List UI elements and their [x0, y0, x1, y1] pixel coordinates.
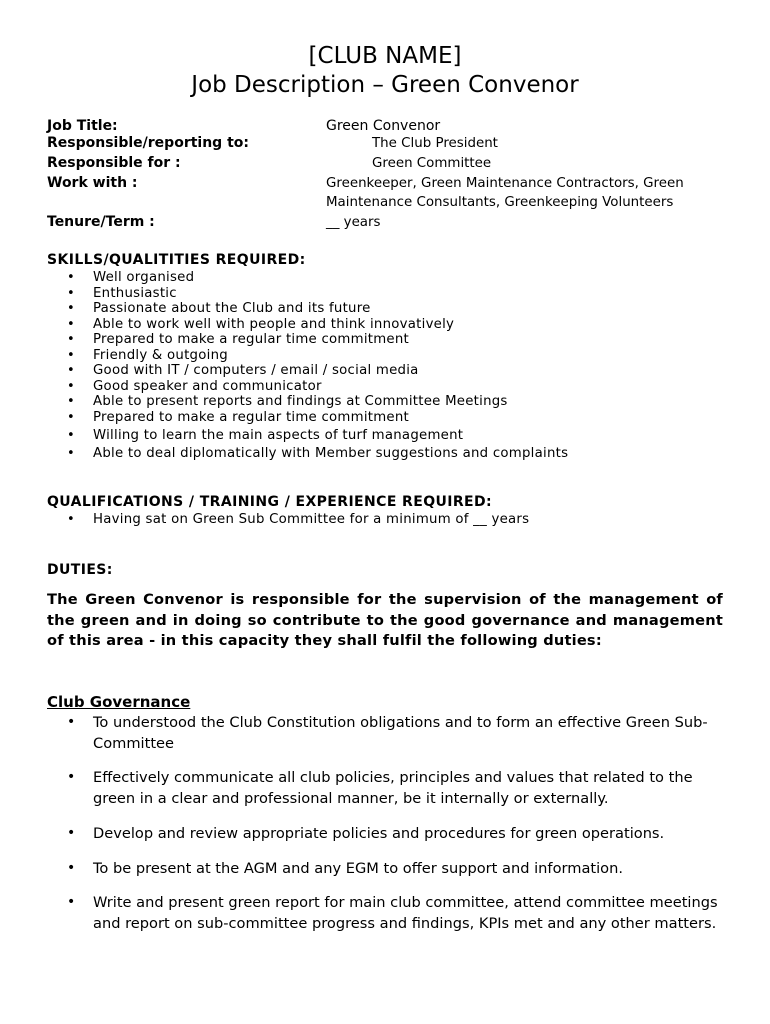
label-responsible-for: Responsible for :: [47, 155, 181, 171]
bullet: •: [67, 347, 75, 363]
skill-item: Passionate about the Club and its future: [93, 301, 371, 316]
qualifications-heading: QUALIFICATIONS / TRAINING / EXPERIENCE REQUIRED:: [47, 494, 493, 510]
skill-item: Willing to learn the main aspects of turf management: [93, 428, 464, 443]
bullet: •: [67, 769, 76, 785]
skill-item: Prepared to make a regular time commitment: [93, 409, 409, 425]
skill-item: Good speaker and communicator: [93, 378, 322, 394]
bullet: •: [67, 270, 75, 285]
bullet: •: [67, 512, 75, 527]
label-reporting-to: Responsible/reporting to:: [47, 135, 249, 151]
label-work-with: Work with :: [47, 175, 138, 191]
duty-item: Effectively communicate all club policies, principles and values that related to the green in a clear and professional manner, be it internally or externally.: [93, 769, 693, 807]
club-name: [CLUB NAME]: [308, 43, 462, 69]
value-responsible-for: Green Committee: [372, 156, 492, 171]
bullet: •: [67, 409, 75, 425]
bullet: •: [67, 714, 76, 730]
label-job-title: Job Title:: [47, 118, 118, 134]
skill-item: Well organised: [93, 270, 195, 285]
bullet: •: [67, 428, 75, 443]
bullet: •: [67, 378, 75, 394]
bullet: •: [67, 860, 76, 876]
duty-item: Develop and review appropriate policies and procedures for green operations.: [93, 825, 665, 842]
bullet: •: [67, 301, 75, 316]
value-tenure: __ years: [326, 215, 381, 230]
bullet: •: [67, 316, 75, 332]
bullet: •: [67, 332, 75, 347]
value-work-with: Greenkeeper, Green Maintenance Contractors, Green: [326, 176, 684, 191]
duties-heading: DUTIES:: [47, 562, 113, 578]
qualification-item: Having sat on Green Sub Committee for a minimum of __ years: [93, 512, 530, 527]
bullet: •: [67, 446, 75, 461]
skill-item: Good with IT / computers / email / social media: [93, 363, 419, 378]
duty-item: To be present at the AGM and any EGM to offer support and information.: [93, 860, 623, 877]
club-governance-heading: Club Governance: [47, 693, 191, 711]
bullet: •: [67, 394, 75, 409]
skills-heading: SKILLS/QUALITITIES REQUIRED:: [47, 252, 306, 268]
bullet: •: [67, 894, 76, 910]
bullet: •: [67, 825, 76, 841]
duty-item: To understood the Club Constitution obligations and to form an effective Green Sub-Committee: [93, 714, 708, 752]
skill-item: Able to deal diplomatically with Member suggestions and complaints: [93, 446, 569, 461]
value-work-with-cont: Maintenance Consultants, Greenkeeping Volunteers: [326, 195, 674, 210]
skill-item: Enthusiastic: [93, 285, 177, 301]
value-job-title: Green Convenor: [326, 118, 441, 134]
duties-intro: The Green Convenor is responsible for the supervision of the management of the green and in doing so contribute to the good governance and management of this area - in this capacity they shall fulfil the following duties:: [47, 591, 723, 650]
skill-item: Prepared to make a regular time commitment: [93, 332, 409, 347]
bullet: •: [67, 285, 75, 301]
value-reporting-to: The Club President: [372, 136, 498, 151]
skill-item: Able to present reports and findings at Committee Meetings: [93, 394, 508, 409]
bullet: •: [67, 363, 75, 378]
document-title: Job Description – Green Convenor: [191, 72, 579, 98]
skill-item: Friendly & outgoing: [93, 347, 228, 363]
duty-item: Write and present green report for main club committee, attend committee meetings and report on sub-committee progress and findings, KPIs met and any other matters.: [93, 894, 718, 932]
label-tenure: Tenure/Term :: [47, 214, 155, 230]
skill-item: Able to work well with people and think innovatively: [93, 316, 455, 332]
